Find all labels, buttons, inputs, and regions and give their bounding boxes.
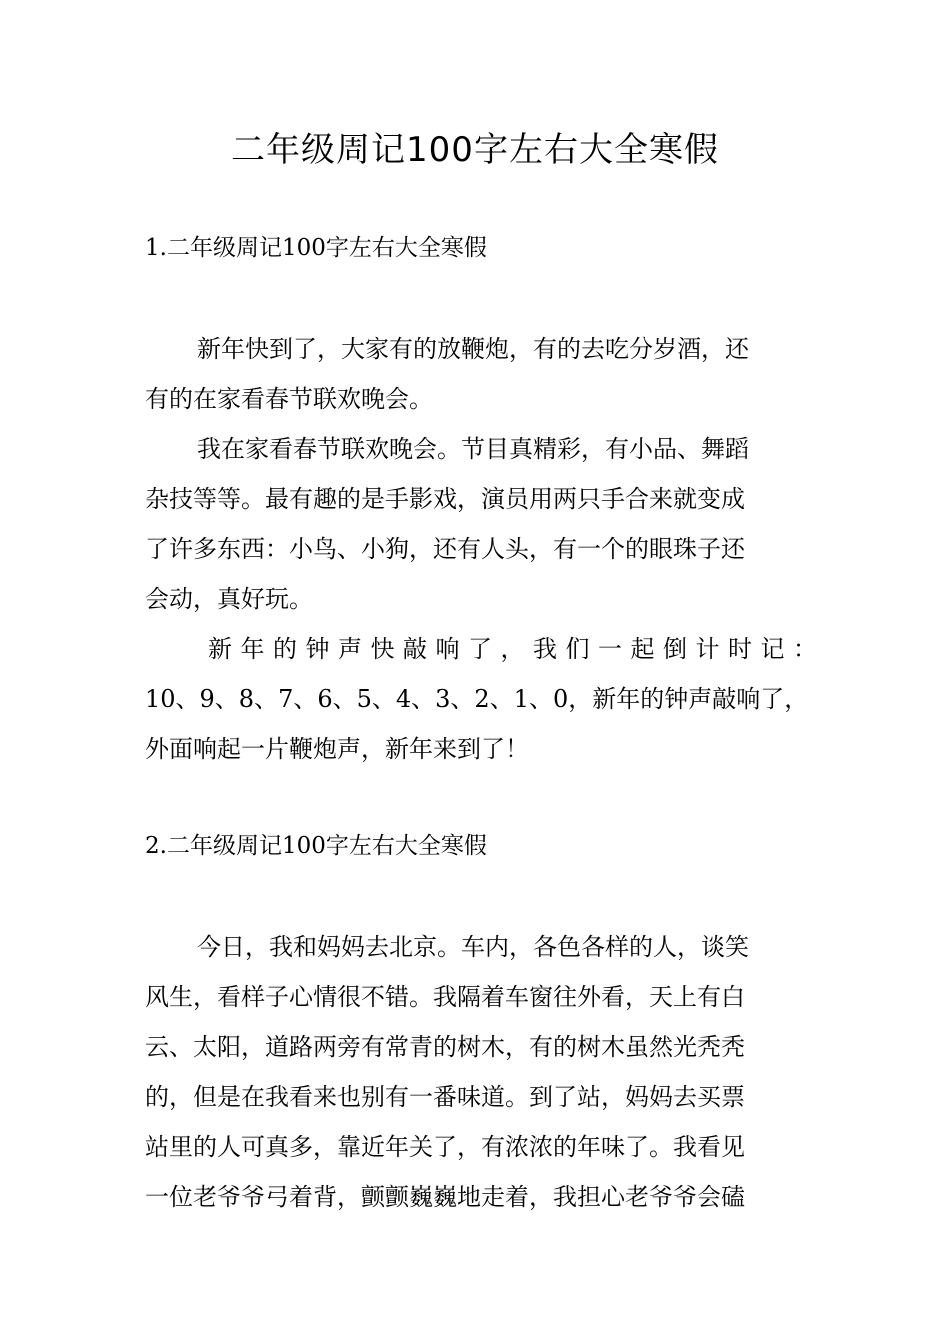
paragraph-line: 一位老爷爷弓着背，颤颤巍巍地走着，我担心老爷爷会磕: [145, 1183, 745, 1211]
section-heading-1: 1.二年级周记100字左右大全寒假: [145, 235, 487, 261]
paragraph-line: 外面响起一片鞭炮声，新年来到了！: [145, 735, 529, 763]
document-title: 二年级周记100字左右大全寒假: [231, 130, 719, 170]
paragraph-line: 风生，看样子心情很不错。我隔着车窗往外看，天上有白: [145, 983, 745, 1011]
paragraph-line: 了许多东西：小鸟、小狗，还有人头，有一个的眼珠子还: [145, 535, 745, 563]
paragraph-line: 云、太阳，道路两旁有常青的树木，有的树木虽然光秃秃: [145, 1033, 745, 1061]
paragraph-line: 杂技等等。最有趣的是手影戏，演员用两只手合来就变成: [145, 485, 745, 513]
paragraph-line: 今日，我和妈妈去北京。车内，各色各样的人，谈笑: [197, 933, 749, 961]
section-heading-2: 2.二年级周记100字左右大全寒假: [145, 833, 487, 859]
paragraph-line: 10、9、8、7、6、5、4、3、2、1、0，新年的钟声敲响了，: [145, 685, 809, 713]
paragraph-line: 会动，真好玩。: [145, 585, 313, 613]
paragraph-line: 新年的钟声快敲响了，我们一起倒计时记：: [208, 635, 826, 663]
paragraph-line: 有的在家看春节联欢晚会。: [145, 385, 433, 413]
paragraph-line: 的，但是在我看来也别有一番味道。到了站，妈妈去买票: [145, 1083, 745, 1111]
paragraph-line: 我在家看春节联欢晚会。节目真精彩，有小品、舞蹈: [197, 435, 749, 463]
paragraph-line: 新年快到了，大家有的放鞭炮，有的去吃分岁酒，还: [197, 335, 749, 363]
paragraph-line: 站里的人可真多，靠近年关了，有浓浓的年味了。我看见: [145, 1133, 745, 1161]
